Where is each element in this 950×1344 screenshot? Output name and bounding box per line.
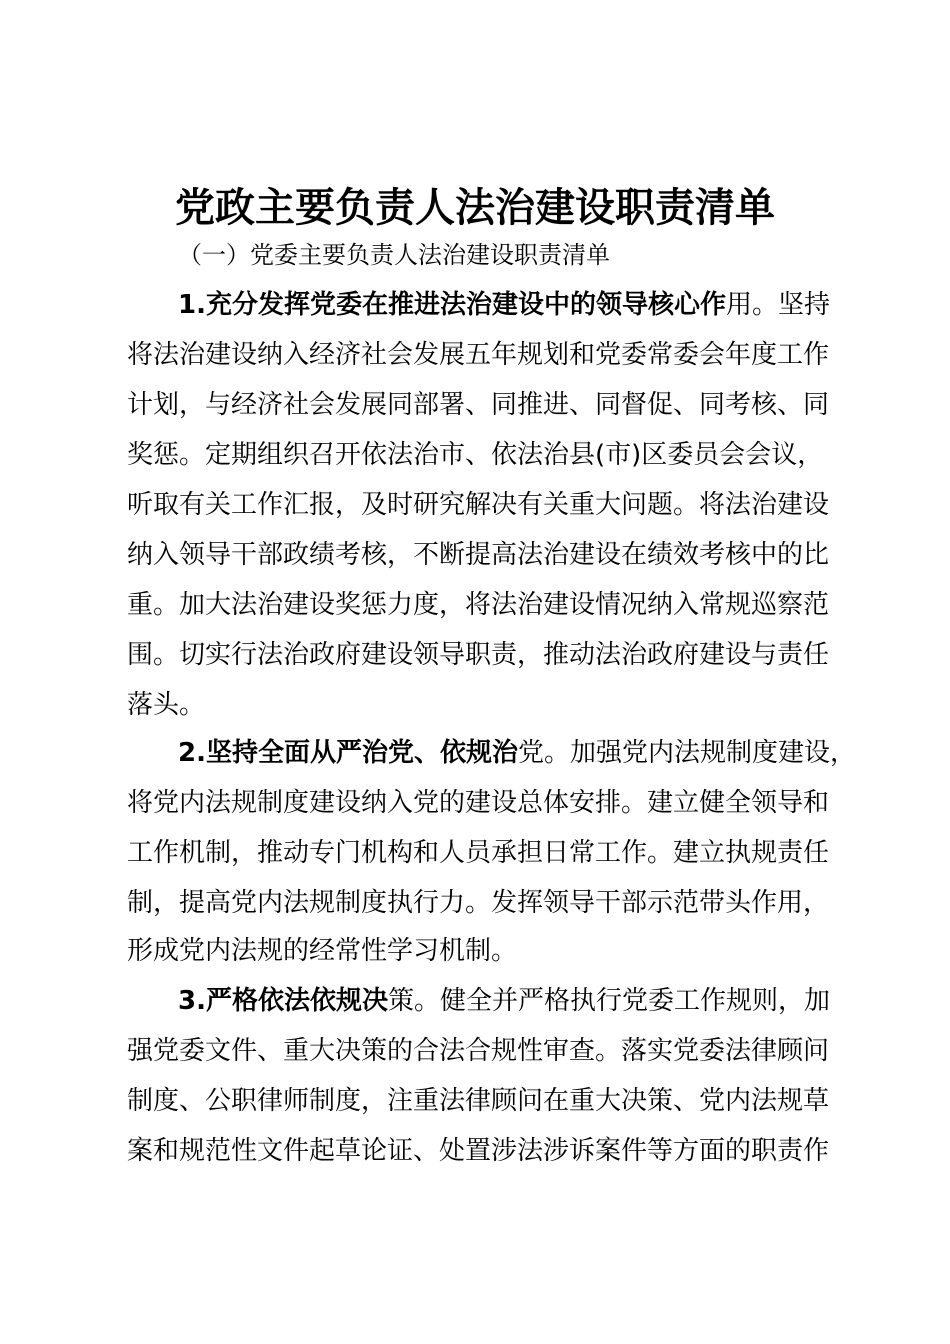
paragraph-2-text: 党。加强党内法规制度建设， — [517, 738, 856, 768]
document-title: 党政主要负责人法治建设职责清单 — [175, 185, 775, 231]
paragraph-1-heading: 1.充分发挥党委在推进法治建设中的领导核心作 — [178, 290, 726, 320]
paragraph-2-line: 制，提高党内法规制度执行力。发挥领导干部示范带头作用， — [127, 888, 830, 918]
paragraph-1-text: 用。坚持 — [725, 290, 830, 320]
paragraph-3-line: 强党委文件、重大决策的合法合规性审查。落实党委法律顾问 — [127, 1036, 830, 1066]
paragraph-2-line: 形成党内法规的经常性学习机制。 — [127, 936, 518, 966]
paragraph-3-first-line — [178, 976, 830, 1026]
paragraph-3-text: 策。健全并严格执行党委工作规则，加 — [387, 986, 830, 1016]
paragraph-1-line: 听取有关工作汇报，及时研究解决有关重大问题。将法治建设 — [127, 490, 830, 520]
paragraph-3-line: 制度、公职律师制度，注重法律顾问在重大决策、党内法规草 — [127, 1086, 830, 1116]
paragraph-1-line: 纳入领导干部政绩考核，不断提高法治建设在绩效考核中的比 — [127, 540, 830, 570]
paragraph-1-first-line — [178, 280, 830, 330]
section-heading: （一）党委主要负责人法治建设职责清单 — [178, 241, 610, 269]
paragraph-3-line: 案和规范性文件起草论证、处置涉法涉诉案件等方面的职责作 — [127, 1136, 830, 1166]
paragraph-2-first-line — [178, 728, 856, 778]
paragraph-2-line: 工作机制，推动专门机构和人员承担日常工作。建立执规责任 — [127, 838, 830, 868]
paragraph-2-line: 将党内法规制度建设纳入党的建设总体安排。建立健全领导和 — [127, 788, 830, 818]
paragraph-1-line: 奖惩。定期组织召开依法治市、依法治县(市)区委员会会议， — [127, 440, 824, 470]
paragraph-1-line: 落头。 — [127, 690, 206, 720]
paragraph-1-line: 计划，与经济社会发展同部署、同推进、同督促、同考核、同 — [127, 390, 830, 420]
paragraph-2-heading: 2.坚持全面从严治党、依规治 — [178, 738, 518, 768]
paragraph-1-line: 将法治建设纳入经济社会发展五年规划和党委常委会年度工作 — [127, 340, 830, 370]
paragraph-1-line: 围。切实行法治政府建设领导职责，推动法治政府建设与责任 — [127, 640, 830, 670]
paragraph-3-heading: 3.严格依法依规决 — [178, 986, 388, 1016]
paragraph-1-line: 重。加大法治建设奖惩力度，将法治建设情况纳入常规巡察范 — [127, 590, 830, 620]
